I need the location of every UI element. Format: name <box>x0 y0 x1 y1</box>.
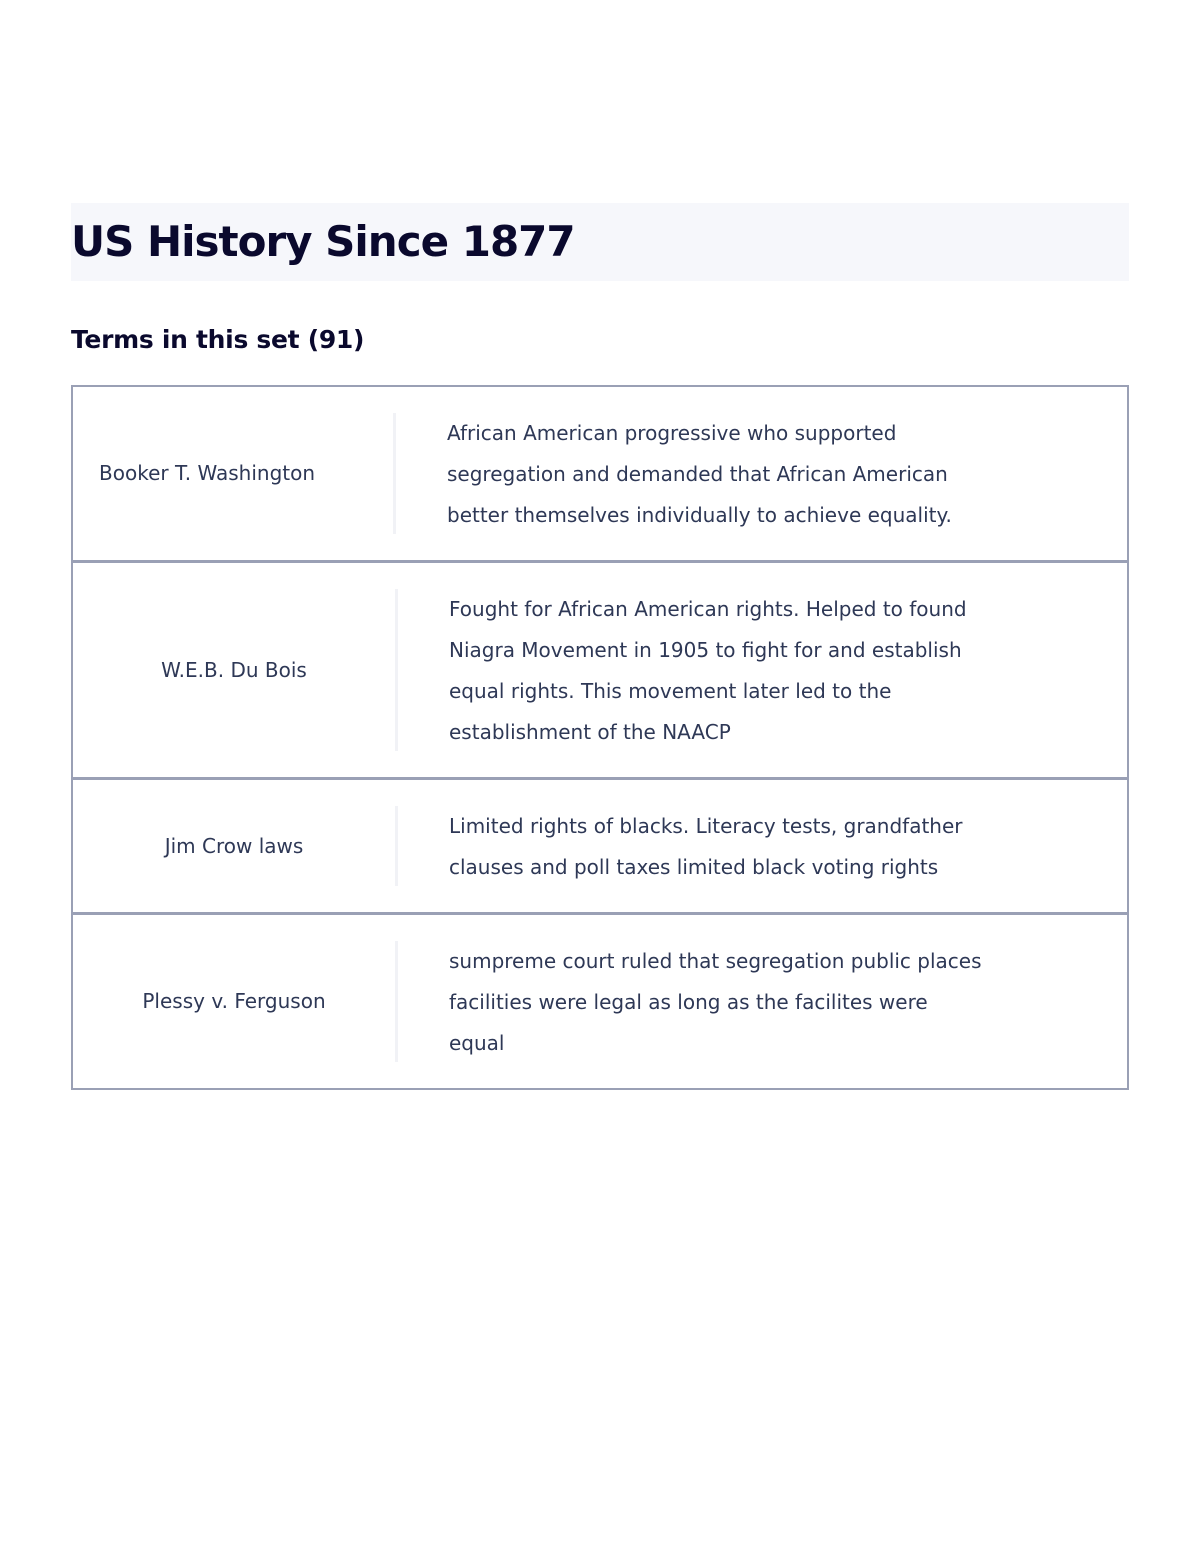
term-row <box>73 777 1127 912</box>
definition-text: Limited rights of blacks. Literacy tests, grandfather clauses and poll taxes limited black voting rights <box>449 814 963 879</box>
definition-text: sumpreme court ruled that segregation public places facilities were legal as long as the facilites were equal <box>449 949 982 1055</box>
term-row <box>73 387 1127 560</box>
term-text: W.E.B. Du Bois <box>161 657 307 682</box>
term-row <box>73 560 1127 777</box>
flashcard-set-page <box>71 203 1129 1090</box>
terms-table <box>71 385 1129 1090</box>
term-text: Booker T. Washington <box>99 461 316 485</box>
definition-text: Fought for African American rights. Helped to found Niagra Movement in 1905 to fight for and establish equal rights. This movement later led to the establishment of the NAACP <box>449 597 967 744</box>
set-title: US History Since 1877 <box>71 217 575 266</box>
definition-text: African American progressive who supported segregation and demanded that African American better themselves individually to achieve equality. <box>447 421 952 527</box>
term-text: Jim Crow laws <box>164 833 304 858</box>
terms-count-heading: Terms in this set (91) <box>71 325 365 354</box>
title-bar <box>71 203 1129 281</box>
term-row <box>73 912 1127 1088</box>
term-text: Plessy v. Ferguson <box>142 989 326 1013</box>
